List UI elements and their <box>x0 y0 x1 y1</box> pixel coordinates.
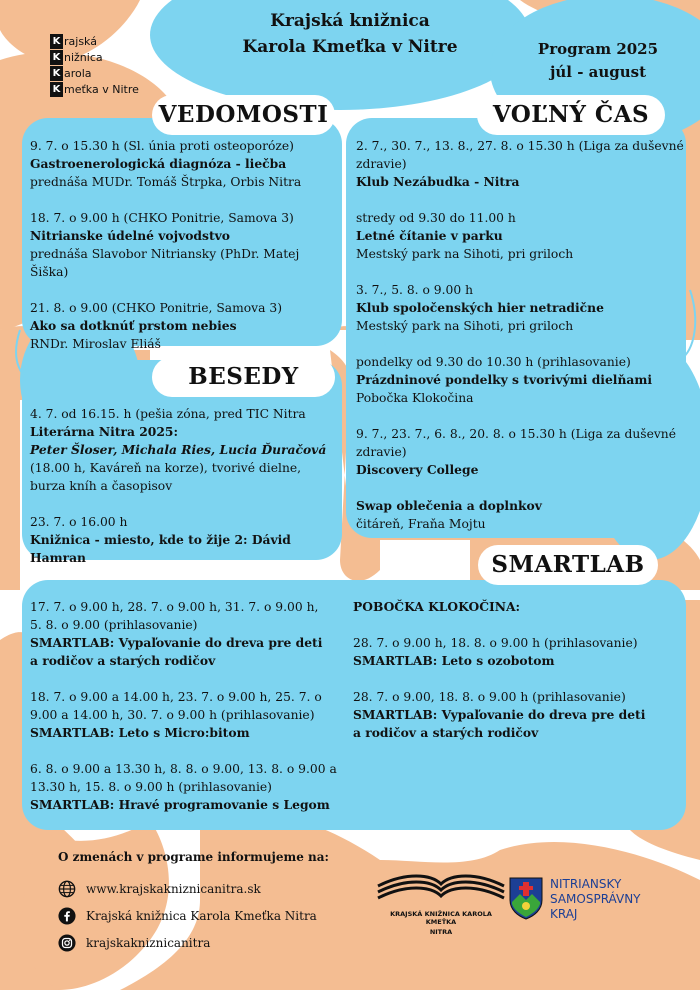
footer-note: O zmenách v programe informujeme na: <box>58 850 329 864</box>
event-title: Literárna Nitra 2025: <box>30 424 179 439</box>
logo-letter: K <box>50 66 63 81</box>
event-title: Discovery College <box>356 462 479 477</box>
program-year: Program 2025 <box>537 40 659 58</box>
logo-text: nižnica <box>64 50 103 64</box>
event-detail: čitáreň, Fraňa Mojtu <box>356 517 486 531</box>
facebook-name: Krajská knižnica Karola Kmeťka Nitra <box>86 909 317 923</box>
event-when: pondelky od 9.30 do 10.30 h (prihlasovanie) <box>356 355 631 369</box>
event-title: SMARTLAB: Vypaľovanie do dreva pre deti <box>353 707 646 722</box>
event-title: Nitrianske údelné vojvodstvo <box>30 228 230 243</box>
event-title: SMARTLAB: Hravé programovanie s Legom <box>30 797 330 812</box>
event-item <box>356 425 684 479</box>
region-name-line1: NITRIANSKY <box>550 877 622 891</box>
besedy-events <box>30 405 340 585</box>
library-title-line1: Krajská knižnica <box>270 11 430 31</box>
event-detail: (18.00 h, Kaváreň na korze), tvorivé dielne, <box>30 461 302 475</box>
logo-text: arola <box>64 66 92 80</box>
coat-of-arms-icon <box>508 876 544 920</box>
event-when: 13.30 h, 15. 8. o 9.00 h (prihlasovanie) <box>30 780 272 794</box>
library-brand-city: NITRA <box>429 928 453 936</box>
event-when: 4. 7. od 16.15. h (pešia zóna, pred TIC Nitra <box>30 407 306 421</box>
library-logo-icon <box>376 870 506 904</box>
website-url: www.krajskakniznicanitra.sk <box>86 882 261 896</box>
event-when: 28. 7. o 9.00 h, 18. 8. o 9.00 h (prihlasovanie) <box>353 636 638 650</box>
heading-besedy: BESEDY <box>152 357 335 397</box>
volny-cas-events <box>356 137 684 551</box>
branch-name: POBOČKA KLOKOČINA: <box>353 599 521 614</box>
logo-letter: K <box>50 82 63 97</box>
facebook-icon <box>58 907 76 925</box>
region-name-line2: SAMOSPRÁVNY <box>550 892 641 906</box>
event-when: stredy od 9.30 do 11.00 h <box>356 211 516 225</box>
event-detail: Mestský park na Sihoti, pri griloch <box>356 247 574 261</box>
event-title: Klub spoločenských hier netradične <box>356 300 604 315</box>
event-item <box>356 209 684 263</box>
event-item <box>353 688 683 742</box>
event-detail: Pobočka Klokočina <box>356 391 474 405</box>
library-title <box>225 8 475 60</box>
region-brand <box>508 876 641 922</box>
event-detail: prednáša MUDr. Tomáš Štrpka, Orbis Nitra <box>30 175 302 189</box>
event-when: 2. 7., 30. 7., 13. 8., 27. 8. o 15.30 h (Liga za duševné <box>356 139 684 153</box>
event-when: 9. 7., 23. 7., 6. 8., 20. 8. o 15.30 h (Liga za duševné <box>356 427 677 441</box>
website-link[interactable] <box>58 876 329 902</box>
library-brand-name: KRAJSKÁ KNIŽNICA KAROLA KMEŤKA <box>390 910 492 926</box>
event-when: 3. 7., 5. 8. o 9.00 h <box>356 283 473 297</box>
event-item <box>30 209 340 281</box>
event-when: 9. 7. o 15.30 h (Sl. únia proti osteoporóze) <box>30 139 294 153</box>
event-title: SMARTLAB: Leto s Micro:bitom <box>30 725 250 740</box>
event-title: Prázdninové pondelky s tvorivými dielňami <box>356 372 653 387</box>
logo-letter: K <box>50 34 63 49</box>
heading-volny-cas: VOĽNÝ ČAS <box>477 95 665 135</box>
instagram-handle: krajskakniznicanitra <box>86 936 211 950</box>
event-title: Gastroenerologická diagnóza - liečba <box>30 156 287 171</box>
event-title: Ako sa dotknúť prstom nebies <box>30 318 237 333</box>
event-detail: burza kníh a časopisov <box>30 479 173 493</box>
event-when: zdravie) <box>356 157 407 171</box>
footer-contacts <box>58 850 329 957</box>
event-when: 6. 8. o 9.00 a 13.30 h, 8. 8. o 9.00, 13. 8. o 9.00 a <box>30 762 337 776</box>
event-item <box>356 281 684 335</box>
instagram-link[interactable] <box>58 930 329 956</box>
branch-heading <box>353 598 683 616</box>
library-brand <box>376 870 506 936</box>
event-title: Klub Nezábudka - Nitra <box>356 174 520 189</box>
logo-text: meťka v Nitre <box>64 82 139 96</box>
event-when: 21. 8. o 9.00 (CHKO Ponitrie, Samova 3) <box>30 301 282 315</box>
event-item <box>356 353 684 407</box>
heading-smartlab: SMARTLAB <box>478 545 658 585</box>
event-item <box>30 598 348 670</box>
event-item <box>30 299 340 353</box>
event-detail: Mestský park na Sihoti, pri griloch <box>356 319 574 333</box>
logo-letter: K <box>50 50 63 65</box>
program-label <box>528 38 668 84</box>
region-name-line3: KRAJ <box>550 907 578 921</box>
event-title: Swap oblečenia a doplnkov <box>356 498 542 513</box>
event-when: 18. 7. o 9.00 a 14.00 h, 23. 7. o 9.00 h, 25. 7. o <box>30 690 322 704</box>
event-when: 5. 8. o 9.00 (prihlasovanie) <box>30 618 198 632</box>
event-when: 28. 7. o 9.00, 18. 8. o 9.00 h (prihlasovanie) <box>353 690 626 704</box>
event-item <box>30 688 348 742</box>
smartlab-right-events <box>353 598 683 760</box>
event-when: zdravie) <box>356 445 407 459</box>
event-when: 17. 7. o 9.00 h, 28. 7. o 9.00 h, 31. 7. o 9.00 h, <box>30 600 319 614</box>
event-item <box>30 760 348 814</box>
smartlab-left-events <box>30 598 348 832</box>
event-title: Letné čítanie v parku <box>356 228 503 243</box>
event-guests: Peter Šloser, Michala Ries, Lucia Ďuračová <box>30 442 327 457</box>
event-item <box>356 497 684 533</box>
event-item <box>30 137 340 191</box>
event-when: 18. 7. o 9.00 h (CHKO Ponitrie, Samova 3) <box>30 211 294 225</box>
event-title: a rodičov a starých rodičov <box>353 725 539 740</box>
library-title-line2: Karola Kmeťka v Nitre <box>242 37 458 57</box>
logo-text: rajská <box>64 34 97 48</box>
event-item <box>30 405 340 495</box>
event-when: 23. 7. o 16.00 h <box>30 515 128 529</box>
program-period: júl - august <box>549 63 647 81</box>
library-logo <box>50 33 139 97</box>
event-title: SMARTLAB: Leto s ozobotom <box>353 653 555 668</box>
heading-vedomosti: VEDOMOSTI <box>152 95 335 135</box>
event-item <box>353 634 683 670</box>
event-when: 9.00 a 14.00 h, 30. 7. o 9.00 h (prihlasovanie) <box>30 708 315 722</box>
event-item <box>356 137 684 191</box>
event-title: Knižnica - miesto, kde to žije 2: Dávid Hamran <box>30 532 291 565</box>
event-title: a rodičov a starých rodičov <box>30 653 216 668</box>
facebook-link[interactable] <box>58 903 329 929</box>
instagram-icon <box>58 934 76 952</box>
event-title: SMARTLAB: Vypaľovanie do dreva pre deti <box>30 635 323 650</box>
globe-icon <box>58 880 76 898</box>
event-detail: prednáša Slavobor Nitriansky (PhDr. Matej Šiška) <box>30 247 300 279</box>
event-item <box>30 513 340 567</box>
event-detail: RNDr. Miroslav Eliáš <box>30 337 161 351</box>
vedomosti-events <box>30 137 340 371</box>
